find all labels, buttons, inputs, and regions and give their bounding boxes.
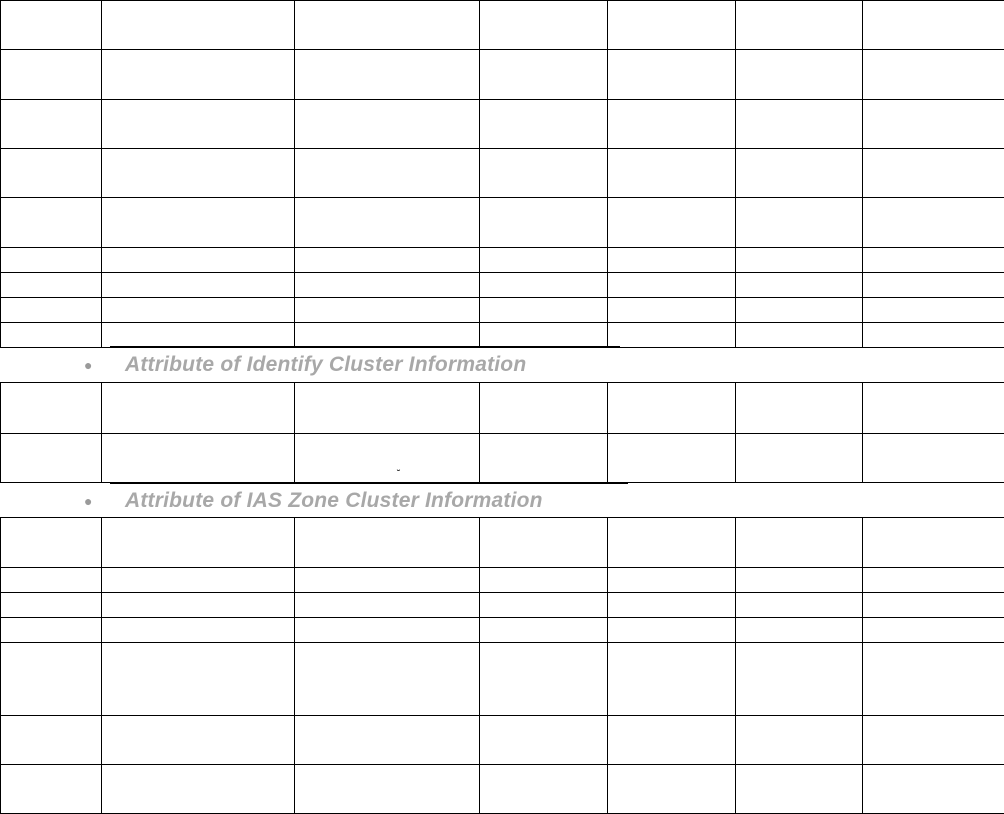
table-identify xyxy=(0,382,1004,483)
section-heading-identify xyxy=(0,348,1004,382)
table-row xyxy=(1,383,1004,434)
mark-artifact: ˘ xyxy=(397,470,400,480)
table-row xyxy=(1,149,1004,198)
table-row xyxy=(1,50,1004,100)
section-heading-ias-zone xyxy=(0,484,1004,518)
table-top xyxy=(0,0,1004,348)
bullet-icon: ● xyxy=(84,358,92,372)
table-row xyxy=(1,100,1004,149)
table-row xyxy=(1,273,1004,298)
table-row xyxy=(1,298,1004,323)
table-row xyxy=(1,716,1004,765)
table-row xyxy=(1,248,1004,273)
table-row xyxy=(1,198,1004,248)
divider xyxy=(110,483,628,484)
table-ias-zone xyxy=(0,517,1004,814)
bullet-icon: ● xyxy=(84,494,92,508)
table-row xyxy=(1,568,1004,593)
table-row xyxy=(1,323,1004,348)
table-row xyxy=(1,593,1004,618)
table-row xyxy=(1,618,1004,643)
table-row xyxy=(1,765,1004,814)
section-title: Attribute of Identify Cluster Information xyxy=(125,353,526,377)
table-row xyxy=(1,643,1004,716)
table-row xyxy=(1,434,1004,483)
divider xyxy=(110,346,620,347)
table-row xyxy=(1,1,1004,50)
table-row xyxy=(1,518,1004,568)
section-title: Attribute of IAS Zone Cluster Information xyxy=(125,489,543,513)
